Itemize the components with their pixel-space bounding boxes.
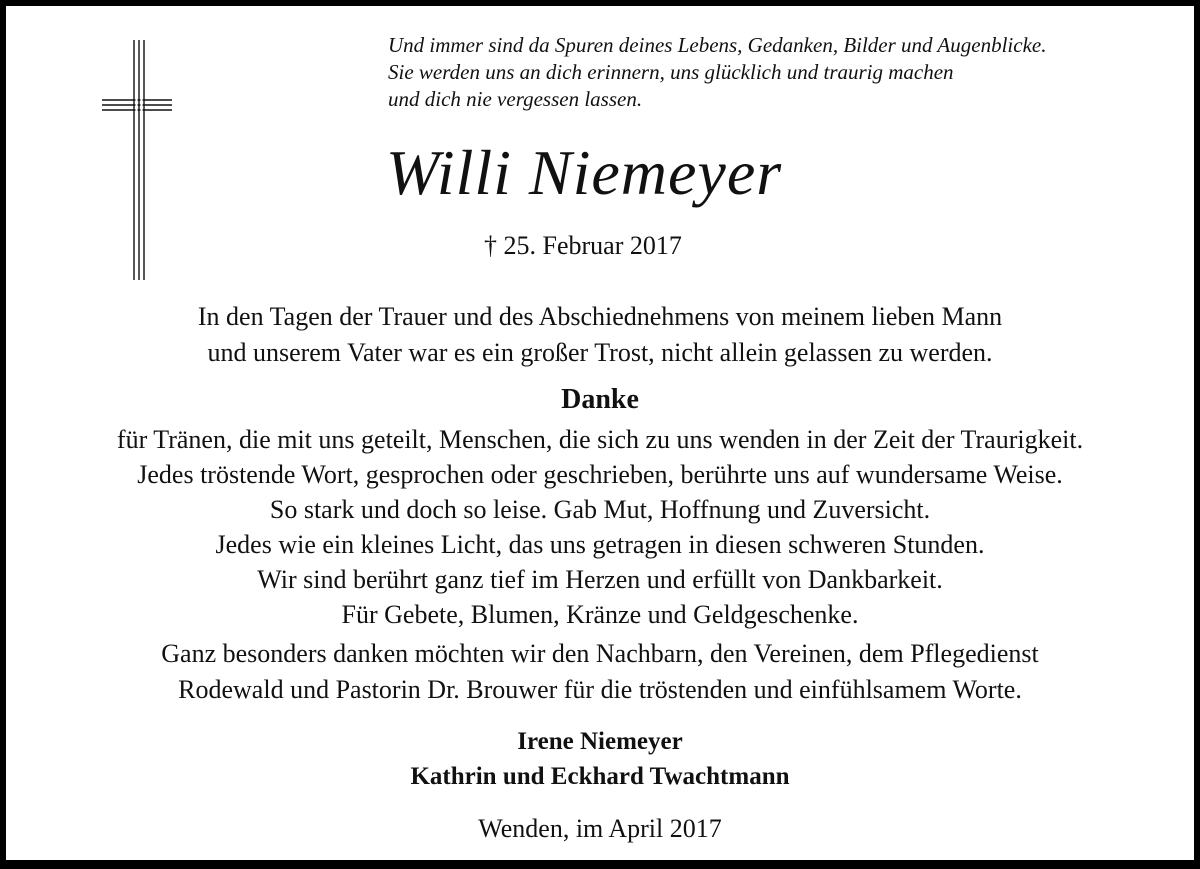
deceased-name: Willi Niemeyer xyxy=(386,137,783,208)
thanks-line: Jedes wie ein kleines Licht, das uns getragen in diesen schweren Stunden. xyxy=(215,530,985,559)
thanks-line: Für Gebete, Blumen, Kränze und Geldgeschenke. xyxy=(341,600,859,629)
special-thanks xyxy=(6,636,1194,708)
intro-line: und unserem Vater war es ein großer Trost, nicht allein gelassen zu werden. xyxy=(207,338,993,367)
poem xyxy=(388,32,1188,113)
signer-name: Kathrin und Eckhard Twachtmann xyxy=(410,763,790,790)
thanks-line: Wir sind berührt ganz tief im Herzen und erfüllt von Dankbarkeit. xyxy=(257,565,943,594)
thanks-line: für Tränen, die mit uns geteilt, Menschen, die sich zu uns wenden in der Zeit der Traurigkeit. xyxy=(116,425,1084,454)
thanks-text xyxy=(6,422,1194,632)
special-thanks-line: Ganz besonders danken möchten wir den Nachbarn, den Vereinen, dem Pflegedienst xyxy=(161,639,1039,668)
intro-line: In den Tagen der Trauer und des Abschiednehmens von meinem lieben Mann xyxy=(197,302,1003,331)
obituary-card xyxy=(6,6,1194,860)
thanks-heading: Danke xyxy=(561,384,639,415)
cross-icon xyxy=(102,40,172,282)
thanks-line: So stark und doch so leise. Gab Mut, Hoffnung und Zuversicht. xyxy=(269,495,931,524)
place-date: Wenden, im April 2017 xyxy=(478,814,722,843)
poem-line: und dich nie vergessen lassen. xyxy=(388,87,643,111)
poem-line: Sie werden uns an dich erinnern, uns glücklich und traurig machen xyxy=(388,60,954,84)
death-date: † 25. Februar 2017 xyxy=(484,231,682,260)
signers xyxy=(6,724,1194,794)
thanks-line: Jedes tröstende Wort, gesprochen oder geschrieben, berührte uns auf wundersame Weise. xyxy=(137,460,1063,489)
intro-text xyxy=(6,299,1194,371)
poem-line: Und immer sind da Spuren deines Lebens, Gedanken, Bilder und Augenblicke. xyxy=(388,33,1047,57)
special-thanks-line: Rodewald und Pastorin Dr. Brouwer für die tröstenden und einfühlsamem Worte. xyxy=(178,675,1022,704)
signer-name: Irene Niemeyer xyxy=(517,728,683,755)
